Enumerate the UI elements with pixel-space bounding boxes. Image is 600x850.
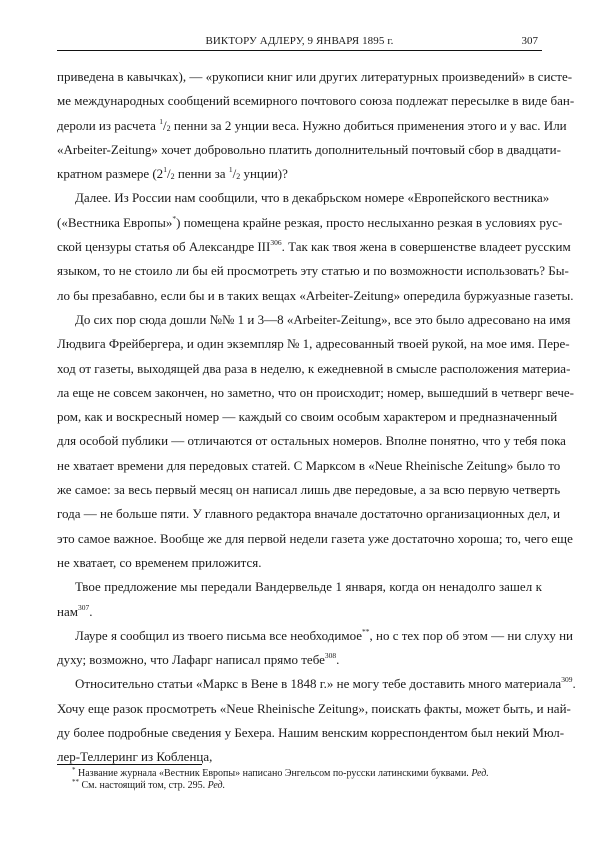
footnote-divider [57, 764, 202, 765]
text-run: . [336, 652, 340, 668]
text-line [57, 381, 574, 405]
text-run: ской цензуры статья об Александре III [57, 239, 271, 255]
text-line [57, 624, 574, 648]
text-run: ло бы презабавно, если бы и в таких вещах «Arbeiter-Zeitung» опередила буржуазные газеты. [57, 287, 574, 303]
text-line [57, 89, 575, 113]
text-run: же самое: за весь первый месяц он написал лишь две передовые, а за всю первую четверть [57, 482, 561, 498]
text-run: для особой публики — отличаются от остальных номеров. Вполне понятно, что у тебя пока [57, 433, 566, 449]
page-number: 307 [521, 35, 538, 47]
text-run: ду более подробные сведения у Бехера. Нашим венским корреспондентом был некий Мюл- [57, 725, 565, 741]
text-run: . [572, 676, 576, 692]
footnote [72, 780, 489, 792]
letter-body [57, 65, 576, 770]
text-run: («Вестника Европы» [57, 214, 173, 230]
text-line [57, 429, 566, 453]
text-line [57, 697, 571, 721]
text-run: кратном размере (2 [57, 166, 164, 182]
text-line [57, 745, 542, 769]
text-run: Людвига Фрейбергера, и один экземпляр № 1, адресованный твоей рукой, на мое имя. Пере- [57, 336, 570, 352]
text-line [57, 454, 561, 478]
supscript: 308 [324, 651, 337, 661]
subscript: 2 [166, 123, 171, 133]
footnote [72, 768, 489, 780]
running-title: ВИКТОРУ АДЛЕРУ, 9 ЯНВАРЯ 1895 г. [205, 35, 394, 47]
text-line [57, 527, 573, 551]
text-run: не хватает, со временем приложится. [57, 554, 262, 570]
text-run: , но с тех пор об этом — ни слуху ни [369, 627, 574, 643]
footnote-text: Название журнала «Вестник Европы» написано Энгельсом по-русски латинскими буквами. [78, 768, 472, 779]
text-line [57, 235, 571, 259]
text-run: приведена в кавычках), — «рукописи книг или других литературных произведений» в систе- [57, 69, 573, 84]
text-run: ход от газеты, выходящей два раза в неделю, к ежедневной в смысле расположения материа- [57, 360, 571, 376]
text-line [57, 259, 569, 283]
text-run: языком, то не стоило ли бы ей просмотреть эту статью и по возможности использовать? Бы- [57, 263, 569, 279]
text-line [57, 502, 561, 526]
editor-note: Ред. [207, 780, 226, 791]
text-run: До сих пор сюда дошли №№ 1 и 3—8 «Arbeiter-Zeitung», все это было адресовано на имя [75, 311, 571, 327]
text-line [57, 211, 563, 235]
footnote-text: См. настоящий том, стр. 295. [81, 780, 208, 791]
text-line [57, 65, 573, 89]
text-run: / [162, 117, 167, 133]
supscript: 309 [561, 675, 573, 685]
text-run: не хватает времени для передовых статей. С Марксом в «Neue Rheinische Zeitung» было то [57, 457, 561, 473]
text-line [57, 186, 550, 210]
text-line [57, 308, 571, 332]
text-line [57, 405, 558, 429]
text-run: / [166, 166, 171, 182]
text-line [57, 114, 567, 138]
text-run: ром, как и воскресный номер — каждый со своим особым характером и предназначенный [57, 409, 558, 425]
text-run: пенни за [174, 166, 229, 182]
supscript: 1 [159, 116, 163, 126]
text-run: года — не больше пяти. У главного редактора вначале достаточно организационных дел, и [57, 506, 561, 522]
text-run: ла еще не совсем закончен, но заметно, что он происходит; номер, вышедший в четверг вече- [57, 384, 574, 400]
text-run: нам [57, 603, 78, 619]
supscript: * [172, 213, 177, 223]
supscript: ** [362, 626, 370, 636]
text-line [57, 600, 542, 624]
text-run: Хочу еще разок просмотреть «Neue Rheinische Zeitung», поискать факты, может быть, и най- [57, 700, 571, 716]
text-run: унции)? [240, 166, 288, 182]
text-line [57, 162, 542, 186]
text-run: лер-Теллеринг из Кобленца, [57, 749, 213, 765]
footnote-mark: ** [72, 778, 79, 786]
text-line [57, 575, 542, 599]
text-run: . Так как твоя жена в совершенстве владеет русским [281, 239, 571, 255]
text-run: . [89, 603, 93, 619]
subscript: 2 [236, 172, 241, 182]
text-line [57, 284, 574, 308]
text-run: это самое важное. Вообще же для первой недели газета уже достаточно хороша; то, чего еще [57, 530, 573, 546]
text-run: / [232, 166, 237, 182]
subscript: 2 [170, 172, 175, 182]
running-header [57, 34, 542, 51]
text-line [57, 551, 542, 575]
supscript: 1 [228, 165, 233, 175]
text-run: Относительно статьи «Маркс в Вене в 1848 г.» не могу тебе доставить много материала [75, 676, 562, 692]
text-run: ) помещена крайне резкая, просто неслыханно резкая в условиях рус- [176, 214, 563, 230]
text-run: Лауре я сообщил из твоего письма все необходимое [75, 627, 363, 643]
text-line [57, 721, 565, 745]
supscript: 307 [77, 602, 90, 612]
text-run: пенни за 2 унции веса. Нужно добиться применения этого и у вас. Или [170, 117, 567, 133]
footnote-mark: * [72, 766, 76, 774]
text-run: ме международных сообщений всемирного почтового союза подлежат пересылке в виде бан- [57, 93, 575, 109]
text-run: «Arbeiter-Zeitung» хочет добровольно платить дополнительный почтовый сбор в двадцати- [57, 141, 561, 157]
supscript: 306 [270, 238, 282, 248]
text-line [57, 138, 561, 162]
text-run: духу; возможно, что Лафарг написал прямо тебе [57, 652, 325, 668]
text-line [57, 332, 570, 356]
text-line [57, 648, 542, 672]
supscript: 1 [163, 165, 167, 175]
text-line [57, 672, 576, 696]
text-run: Твое предложение мы передали Вандервельде 1 января, когда он ненадолго зашел к [75, 579, 542, 595]
text-run: дероли из расчета [57, 117, 160, 133]
editor-note: Ред. [471, 768, 489, 779]
text-line [57, 357, 571, 381]
footnotes [72, 768, 489, 792]
text-run: Далее. Из России нам сообщили, что в декабрьском номере «Европейского вестника» [75, 190, 550, 206]
text-line [57, 478, 561, 502]
